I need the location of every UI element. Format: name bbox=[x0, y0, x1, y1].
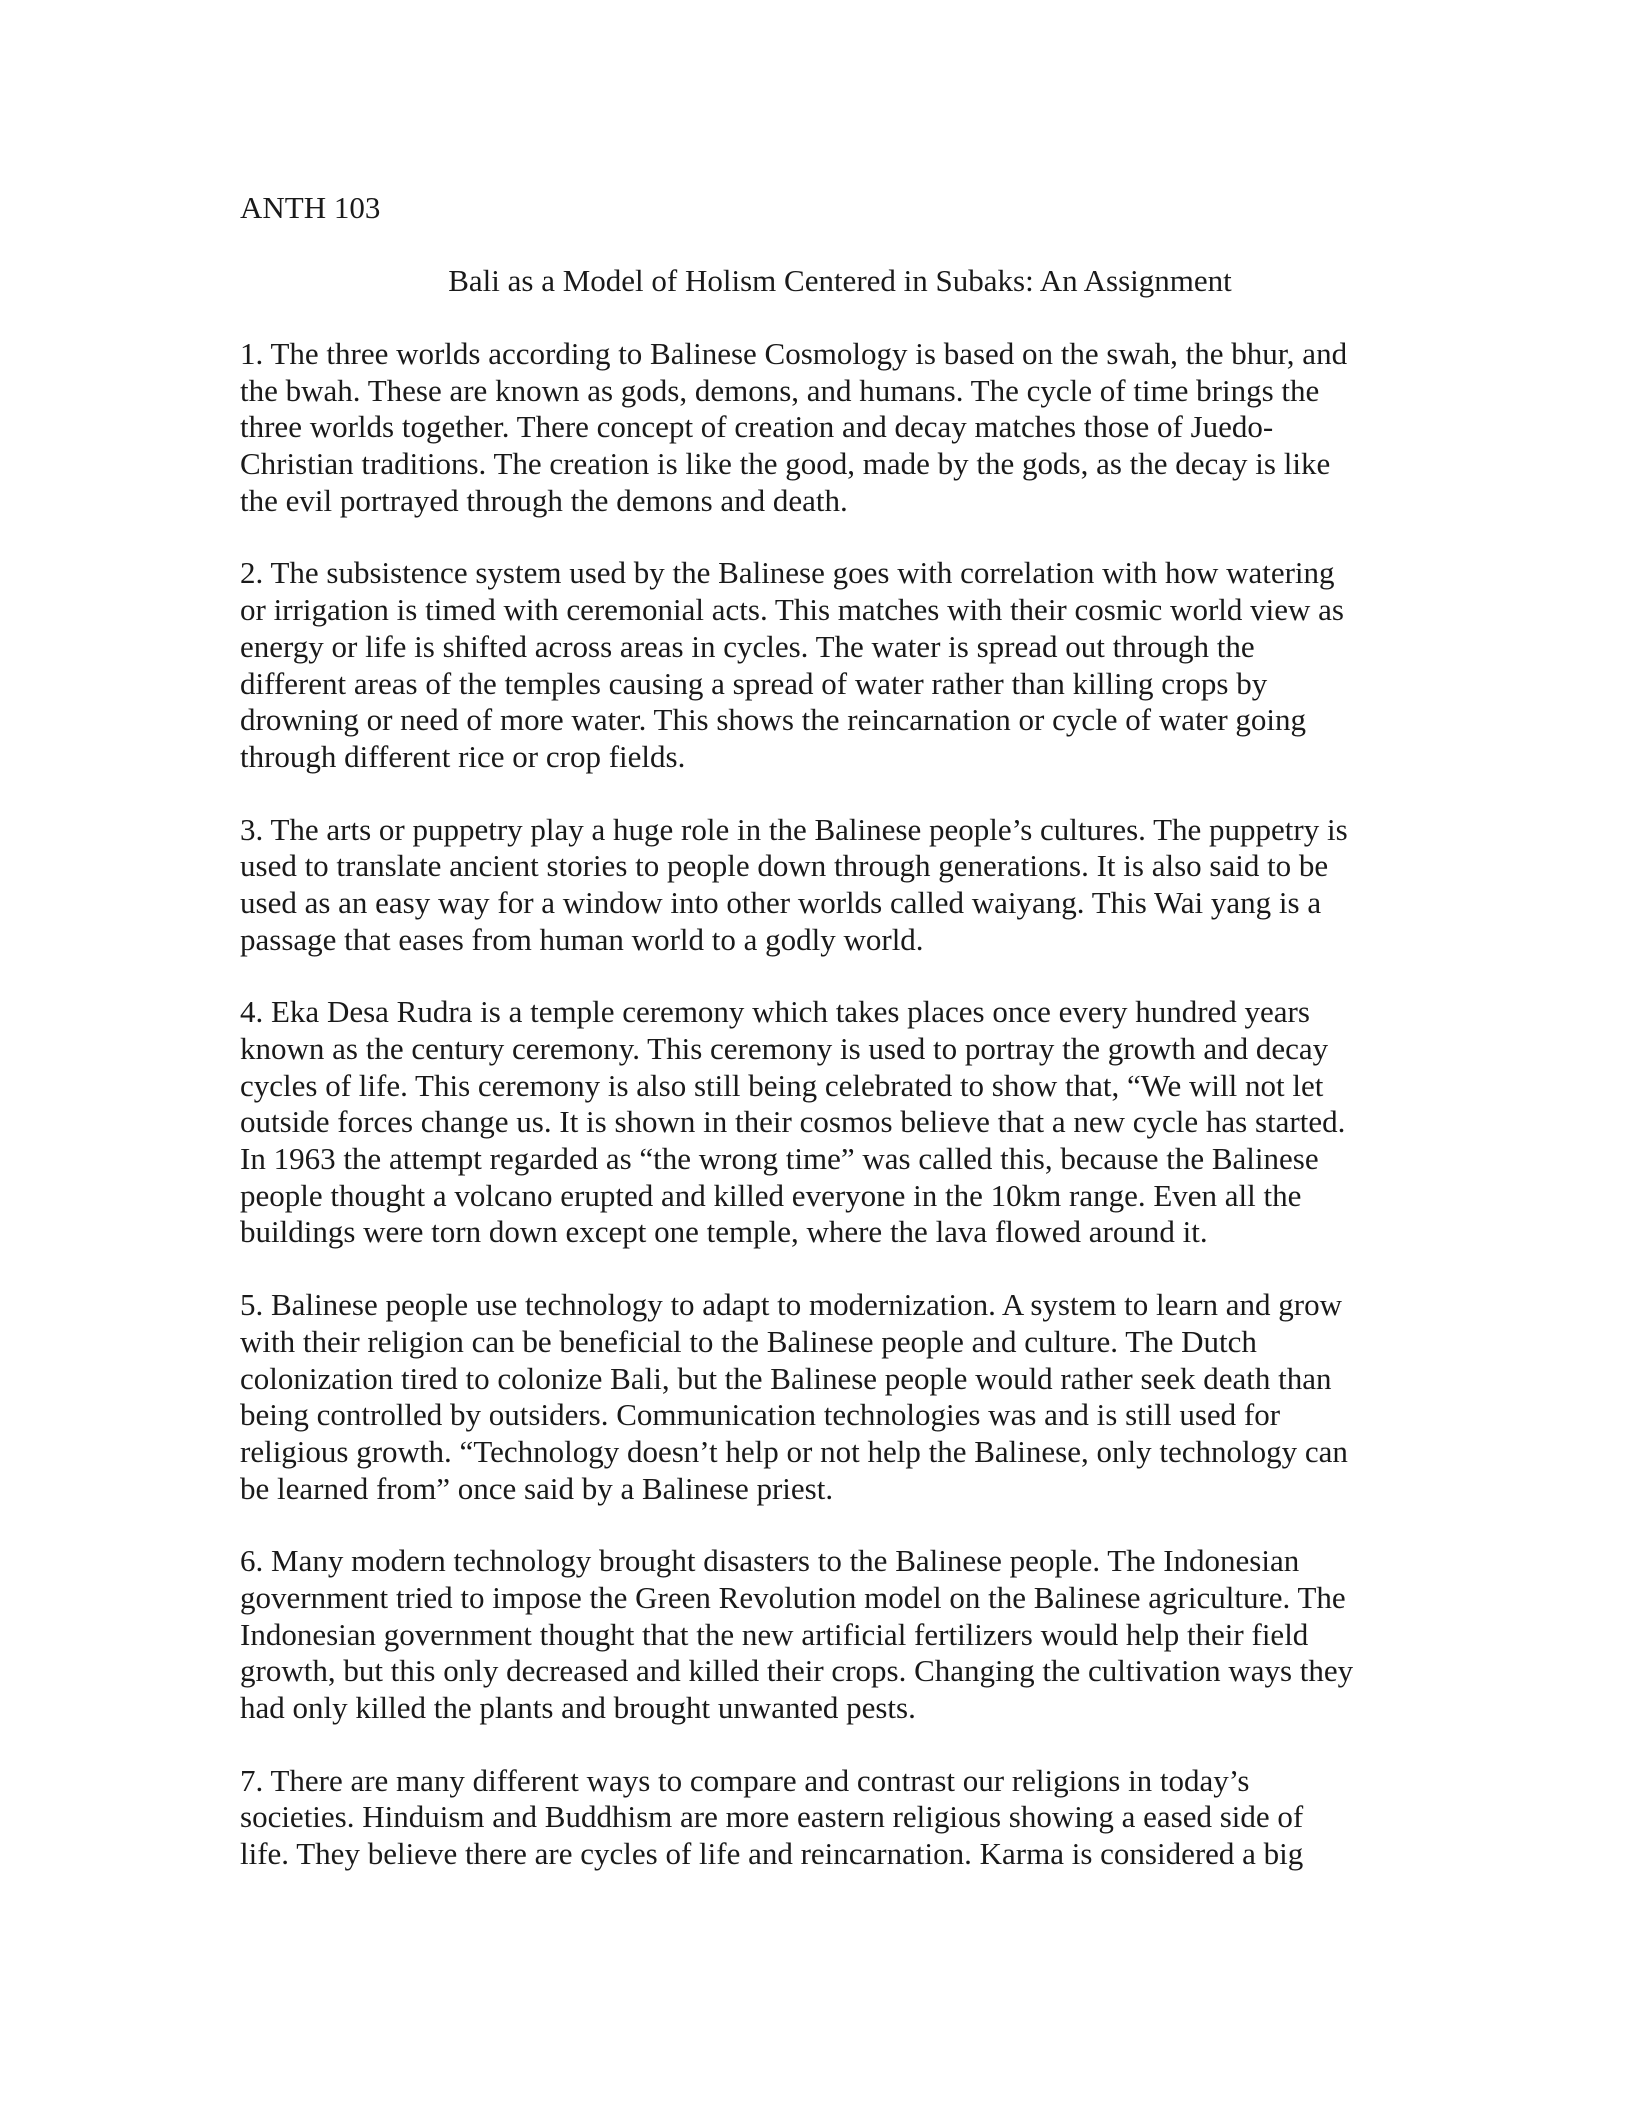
paragraph-line: drowning or need of more water. This shows the reincarnation or cycle of water going bbox=[240, 702, 1307, 738]
paragraph-line: passage that eases from human world to a godly world. bbox=[240, 921, 924, 957]
paragraph-line: religious growth. “Technology doesn’t help or not help the Balinese, only technology can bbox=[240, 1433, 1348, 1469]
paragraph-line: 5. Balinese people use technology to adapt to modernization. A system to learn and grow bbox=[240, 1287, 1342, 1323]
paragraph-5 bbox=[240, 1287, 1440, 1507]
paragraph-line: used as an easy way for a window into other worlds called waiyang. This Wai yang is a bbox=[240, 884, 1322, 920]
paragraph-line: buildings were torn down except one temple, where the lava flowed around it. bbox=[240, 1214, 1208, 1250]
paragraph-2 bbox=[240, 555, 1440, 775]
paragraph-line: 4. Eka Desa Rudra is a temple ceremony which takes places once every hundred years bbox=[240, 994, 1310, 1030]
paragraph-line: through different rice or crop fields. bbox=[240, 738, 686, 774]
paragraph-line: known as the century ceremony. This ceremony is used to portray the growth and decay bbox=[240, 1031, 1329, 1066]
paragraph-line: life. They believe there are cycles of life and reincarnation. Karma is considered a big bbox=[240, 1836, 1304, 1872]
paragraph-line: cycles of life. This ceremony is also still being celebrated to show that, “We will not let bbox=[240, 1067, 1324, 1103]
paragraph-line: 3. The arts or puppetry play a huge role in the Balinese people’s cultures. The puppetry is bbox=[240, 811, 1348, 847]
paragraph-line: had only killed the plants and brought unwanted pests. bbox=[240, 1690, 916, 1725]
paragraph-line: government tried to impose the Green Revolution model on the Balinese agriculture. The bbox=[240, 1579, 1346, 1615]
paragraph-line: different areas of the temples causing a spread of water rather than killing crops by bbox=[240, 665, 1268, 701]
paragraph-line: being controlled by outsiders. Communication technologies was and is still used for bbox=[240, 1397, 1281, 1433]
paragraph-line: Christian traditions. The creation is like the good, made by the gods, as the decay is like bbox=[240, 446, 1331, 482]
paragraph-line: be learned from” once said by a Balinese priest. bbox=[240, 1470, 834, 1506]
paragraph-line: In 1963 the attempt regarded as “the wrong time” was called this, because the Balinese bbox=[240, 1141, 1319, 1177]
paragraph-4 bbox=[240, 994, 1440, 1251]
paragraph-line: with their religion can be beneficial to the Balinese people and culture. The Dutch bbox=[240, 1323, 1257, 1359]
paragraph-line: or irrigation is timed with ceremonial acts. This matches with their cosmic world view as bbox=[240, 592, 1344, 628]
paragraph-line: 6. Many modern technology brought disasters to the Balinese people. The Indonesian bbox=[240, 1543, 1300, 1579]
paragraph-line: used to translate ancient stories to people down through generations. It is also said to be bbox=[240, 848, 1329, 884]
paragraph-line: people thought a volcano erupted and killed everyone in the 10km range. Even all the bbox=[240, 1177, 1302, 1213]
paragraph-line: the evil portrayed through the demons and death. bbox=[240, 482, 848, 518]
document-page bbox=[240, 190, 1440, 1873]
paragraph-line: energy or life is shifted across areas in cycles. The water is spread out through the bbox=[240, 628, 1255, 664]
paragraph-line: outside forces change us. It is shown in their cosmos believe that a new cycle has started. bbox=[240, 1104, 1346, 1140]
paragraph-line: 2. The subsistence system used by the Balinese goes with correlation with how watering bbox=[240, 555, 1335, 591]
paragraph-7 bbox=[240, 1763, 1440, 1873]
paragraph-line: colonization tired to colonize Bali, but the Balinese people would rather seek death than bbox=[240, 1360, 1332, 1396]
paragraph-3 bbox=[240, 812, 1440, 959]
paragraph-line: societies. Hinduism and Buddhism are more eastern religious showing a eased side of bbox=[240, 1799, 1304, 1835]
course-code: ANTH 103 bbox=[240, 190, 381, 225]
paragraph-line: the bwah. These are known as gods, demons, and humans. The cycle of time brings the bbox=[240, 372, 1320, 408]
paragraph-1 bbox=[240, 336, 1440, 519]
paragraph-line: Indonesian government thought that the new artificial fertilizers would help their field bbox=[240, 1616, 1309, 1652]
paragraph-6 bbox=[240, 1543, 1440, 1726]
paragraph-line: 1. The three worlds according to Balinese Cosmology is based on the swah, the bhur, and bbox=[240, 336, 1348, 371]
paragraph-line: 7. There are many different ways to compare and contrast our religions in today’s bbox=[240, 1762, 1250, 1798]
paragraph-line: three worlds together. There concept of creation and decay matches those of Juedo- bbox=[240, 409, 1274, 445]
document-title: Bali as a Model of Holism Centered in Subaks: An Assignment bbox=[448, 263, 1232, 298]
paragraph-line: growth, but this only decreased and killed their crops. Changing the cultivation ways they bbox=[240, 1653, 1354, 1689]
